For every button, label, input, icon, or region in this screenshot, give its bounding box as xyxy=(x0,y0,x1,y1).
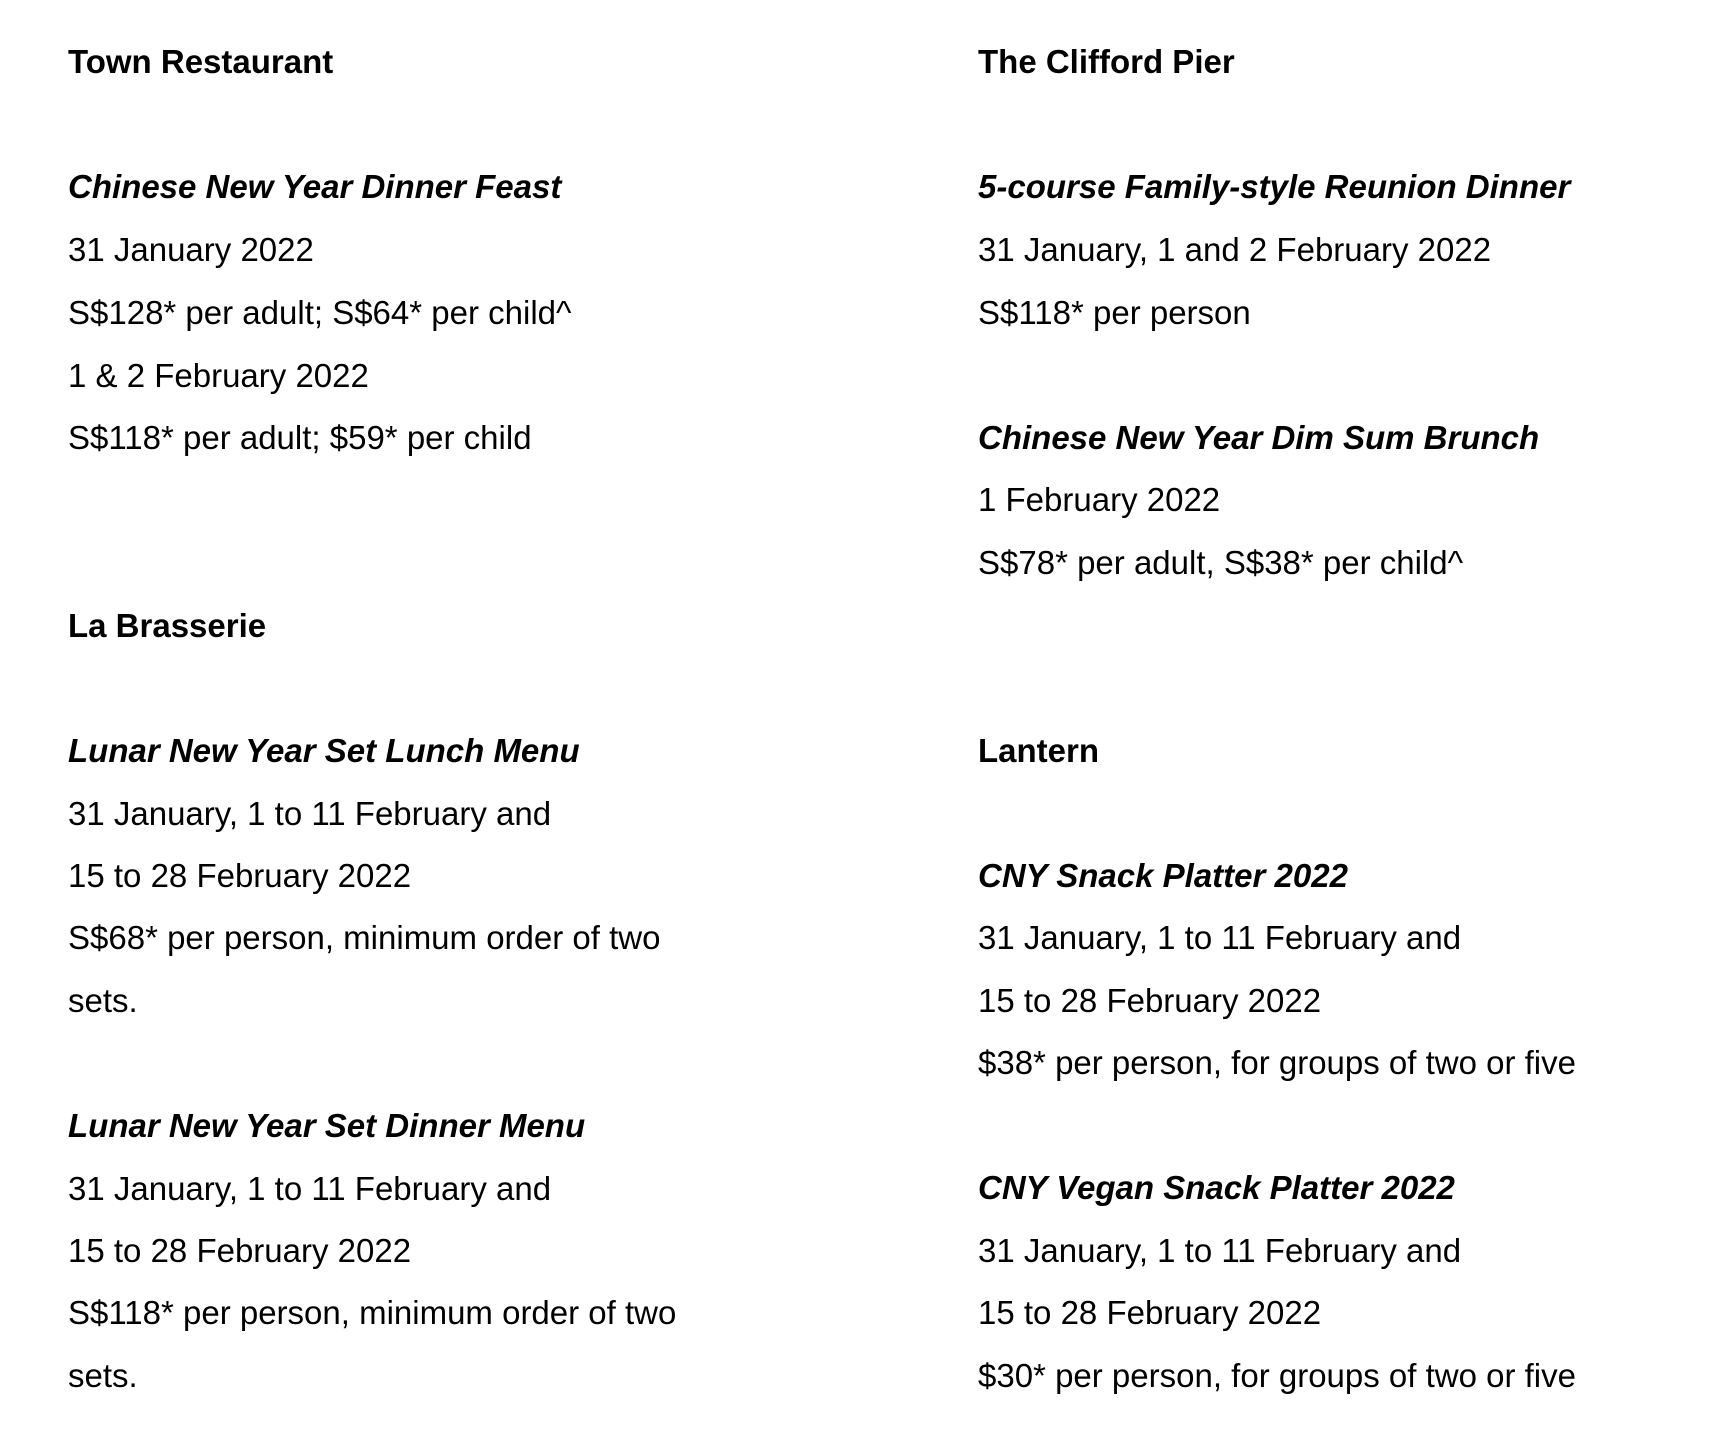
menu-detail-line: 31 January, 1 and 2 February 2022 xyxy=(978,231,1492,268)
menu-detail-line: 15 to 28 February 2022 xyxy=(978,1294,1322,1331)
menu-title-dim-sum-brunch: Chinese New Year Dim Sum Brunch xyxy=(978,419,1540,456)
menu-title-cny-dinner-feast: Chinese New Year Dinner Feast xyxy=(68,168,562,205)
menu-detail-line: $38* per person, for groups of two or five xyxy=(978,1044,1576,1081)
menu-detail-line: S$118* per person, minimum order of two xyxy=(68,1294,677,1331)
venue-title-lantern: Lantern xyxy=(978,732,1100,769)
menu-detail-line: sets. xyxy=(68,982,138,1019)
menu-detail-line: 1 & 2 February 2022 xyxy=(68,357,369,394)
menu-detail-line: S$68* per person, minimum order of two xyxy=(68,919,661,956)
menu-detail-line: 31 January, 1 to 11 February and xyxy=(68,1170,552,1207)
menu-title-cny-snack-platter: CNY Snack Platter 2022 xyxy=(978,857,1348,894)
menu-title-set-dinner: Lunar New Year Set Dinner Menu xyxy=(68,1107,586,1144)
venue-title-town-restaurant: Town Restaurant xyxy=(68,43,334,80)
menu-detail-line: 15 to 28 February 2022 xyxy=(68,1232,412,1269)
venue-title-clifford-pier: The Clifford Pier xyxy=(978,43,1235,80)
menu-detail-line: S$118* per adult; $59* per child xyxy=(68,419,532,456)
menu-detail-line: 31 January 2022 xyxy=(68,231,314,268)
menu-detail-line: sets. xyxy=(68,1357,138,1394)
menu-detail-line: 31 January, 1 to 11 February and xyxy=(978,919,1462,956)
menu-detail-line: S$118* per person xyxy=(978,294,1251,331)
venue-title-la-brasserie: La Brasserie xyxy=(68,607,267,644)
menu-detail-line: 15 to 28 February 2022 xyxy=(978,982,1322,1019)
menu-detail-line: 15 to 28 February 2022 xyxy=(68,857,412,894)
menu-detail-line: $30* per person, for groups of two or five xyxy=(978,1357,1576,1394)
menu-detail-line: 31 January, 1 to 11 February and xyxy=(978,1232,1462,1269)
menu-detail-line: 1 February 2022 xyxy=(978,481,1221,518)
menu-detail-line: 31 January, 1 to 11 February and xyxy=(68,795,552,832)
menu-title-cny-vegan-snack-platter: CNY Vegan Snack Platter 2022 xyxy=(978,1169,1455,1206)
menu-title-set-lunch: Lunar New Year Set Lunch Menu xyxy=(68,732,580,769)
menu-detail-line: S$78* per adult, S$38* per child^ xyxy=(978,544,1464,581)
menu-title-reunion-dinner: 5-course Family-style Reunion Dinner xyxy=(978,168,1571,205)
menu-detail-line: S$128* per adult; S$64* per child^ xyxy=(68,294,572,331)
